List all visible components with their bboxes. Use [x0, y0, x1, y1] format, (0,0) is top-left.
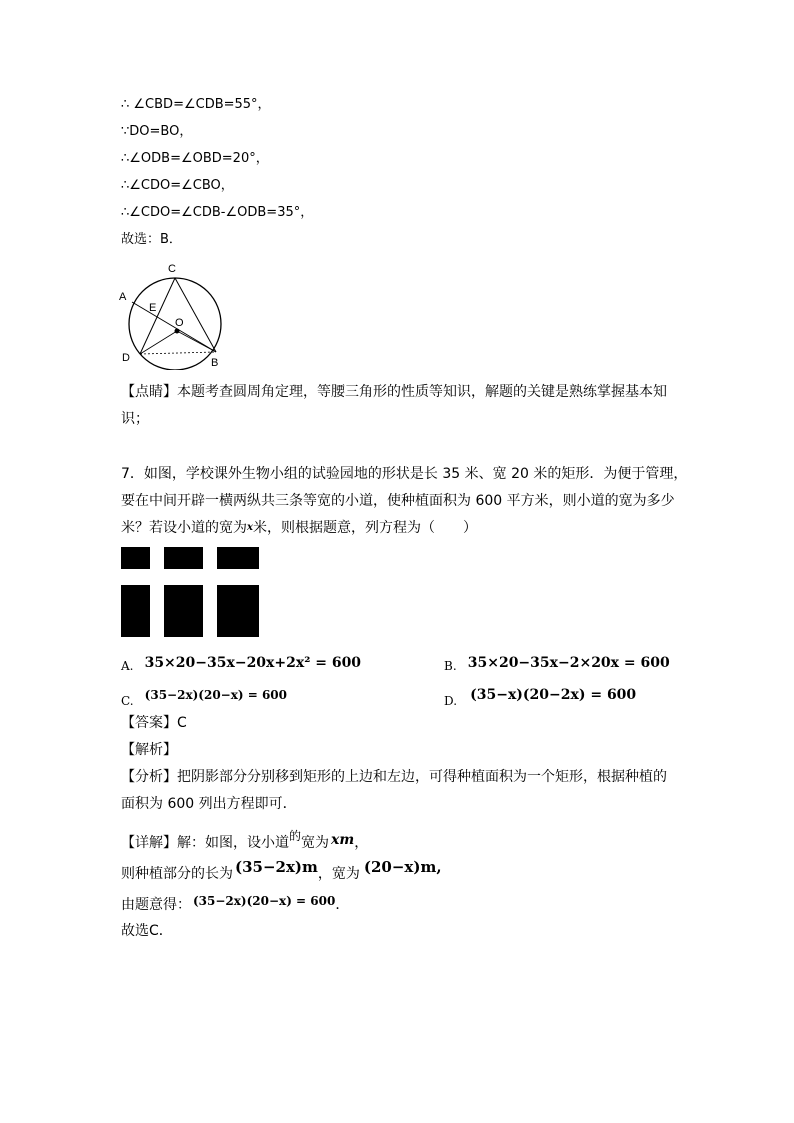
plot-block-top-3	[217, 547, 259, 569]
analysis-line-2: 面积为 600 列出方程即可．	[121, 796, 297, 812]
choose-c: 故选C．	[121, 923, 173, 939]
proof-line-5: ∴∠CDO=∠CDB-∠ODB=35°，	[121, 205, 314, 220]
q7-line-3: 米？若设小道的宽为x米，则根据题意，列方程为（ ）	[121, 520, 477, 536]
proof-line-1: ∴ ∠CBD=∠CDB=55°，	[121, 97, 271, 112]
plot-block-top-1	[121, 547, 150, 569]
proof-line-2: ∵DO=BO，	[121, 124, 193, 139]
proof-line-3: ∴∠ODB=∠OBD=20°，	[121, 151, 269, 166]
circle-figure	[115, 258, 235, 370]
label-b: B	[211, 357, 219, 369]
chord-db-dashed	[140, 352, 216, 354]
q7-line-1: 7．如图，学校课外生物小组的试验园地的形状是长 35 米、宽 20 米的矩形．为便于管理，	[121, 466, 688, 482]
option-c-label: C.	[121, 694, 134, 708]
comment-line-1: 【点睛】本题考查圆周角定理，等腰三角形的性质等知识，解题的关键是熟练掌握基本知	[121, 384, 667, 400]
option-a-label: A.	[121, 659, 134, 673]
option-b-expr: 35×20−35x−2×20x = 600	[467, 655, 670, 671]
option-a[interactable]	[121, 652, 361, 673]
detail-line-1: 【详解】解：如图，设小道的宽为 xm，	[121, 829, 369, 851]
proof-line-4: ∴∠CDO=∠CBO，	[121, 178, 234, 193]
option-c-expr: (35−2x)(20−x) = 600	[144, 688, 288, 702]
label-c: C	[168, 263, 176, 275]
comment-line-2: 识；	[121, 411, 149, 427]
label-a: A	[119, 291, 127, 303]
option-a-expr: 35×20−35x−20x+2x² = 600	[144, 655, 362, 671]
option-d-expr: (35−x)(20−2x) = 600	[470, 687, 637, 703]
choose-b: 故选：B．	[121, 232, 182, 247]
analysis-line-1: 【分析】把阴影部分分别移到矩形的上边和左边，可得种植面积为一个矩形，根据种植的	[121, 769, 667, 785]
plot-block-top-2	[164, 547, 203, 569]
option-b[interactable]	[444, 652, 670, 673]
plot-block-bottom-3	[217, 585, 259, 637]
label-d: D	[122, 352, 130, 364]
label-e: E	[149, 302, 157, 314]
option-d-label: D.	[444, 694, 458, 708]
center-point-o	[175, 329, 180, 334]
detail-line-2: 则种植部分的长为 (35−2x)m，宽为 (20−x)m,	[121, 858, 442, 882]
q7-line-2: 要在中间开辟一横两纵共三条等宽的小道，使种植面积为 600 平方米，则小道的宽为多少	[121, 493, 675, 509]
label-o: O	[175, 317, 184, 329]
detail-line-3: 由题意得： (35−2x)(20−x) = 600．	[121, 894, 350, 913]
analysis-header: 【解析】	[121, 742, 177, 758]
plot-block-bottom-2	[164, 585, 203, 637]
option-b-label: B.	[444, 659, 457, 673]
option-d[interactable]	[444, 684, 636, 708]
plot-block-bottom-1	[121, 585, 150, 637]
answer: 【答案】C	[121, 715, 187, 731]
option-c[interactable]	[121, 684, 287, 708]
